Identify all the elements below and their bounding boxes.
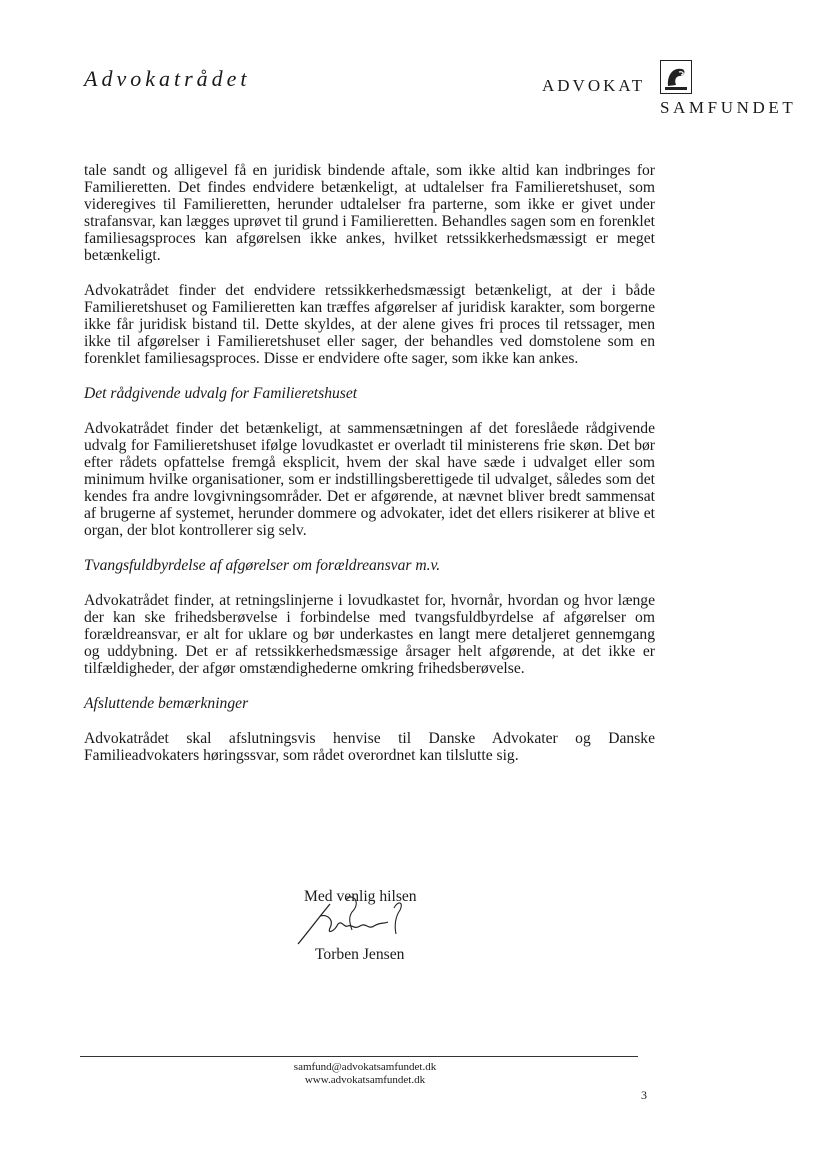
advokatsamfundet-logo <box>542 60 812 120</box>
handwritten-signature <box>290 894 430 952</box>
section-heading-concluding-remarks: Afsluttende bemærkninger <box>84 695 249 712</box>
footer-divider <box>80 1056 638 1057</box>
header-title: Advokatrådet <box>84 66 251 91</box>
footer-website-link[interactable]: www.advokatsamfundet.dk <box>304 1074 426 1086</box>
section-heading-enforcement: Tvangsfuldbyrdelse af afgørelser om forældreansvar m.v. <box>84 557 441 574</box>
section-text-enforcement: Advokatrådet finder, at retningslinjerne i lovudkastet for, hvornår, hvordan og hvor længe der kan ske frihedsberøvelse i forbindelse med tvangsfuldbyrdelse af afgørelser om forældreansvar, er alt for uklare og bør underkastes en langt mere detaljeret gennemgang og uddybning. Det er af retssikkerhedsmæssige årsager helt afgørende, at det ikke er tilfældigheder, der afgør omstændighederne omkring frihedsberøvelse. <box>84 592 655 677</box>
body-paragraph-2: Advokatrådet finder det endvidere retssikkerhedsmæssigt betænkeligt, at der i både Familieretshuset og Familieretten kan træffes afgørelser af juridisk karakter, som borgerne ikke får juridisk bistand til. Dette skyldes, at der alene gives fri proces til retssager, men ikke til afgørelser i Familieretshuset eller sager, der behandles ved domstolene som en forenklet familiesagsproces. Disse er endvidere ofte sager, som ikke kan ankes. <box>84 282 655 367</box>
section-text-advisory-committee: Advokatrådet finder det betænkeligt, at sammensætningen af det foreslåede rådgivende udvalg for Familieretshuset ifølge lovudkastet er overladt til ministerens frie skøn. Det bør efter rådets opfattelse fremgå eksplicit, hvem der skal have sæde i udvalget eller som minimum hvilke organisationer, som er indstillingsberettigede til udvalget, således som det kendes fra andre lovgivningsområder. Det er afgørende, at nævnet bliver bredt sammensat af brugerne af systemet, herunder dommere og advokater, idet det ellers risikerer at blive et organ, der blot kontrollerer sig selv. <box>84 420 655 539</box>
body-paragraph-1: tale sandt og alligevel få en juridisk bindende aftale, som ikke altid kan indbringes for Familieretten. Det findes endvidere betænkeligt, at udtalelser fra Familieretshuset, som videregives til Familieretten, herunder udtalelser fra parterne, som ikke er givet under strafansvar, kan lægges uprøvet til grund i Familieretten. Behandles sagen som en forenklet familiesagsproces kan afgørelsen ikke ankes, hvilket retssikkerhedsmæssigt er meget betænkeligt. <box>84 162 655 264</box>
footer-contact <box>200 1061 530 1087</box>
logo-text-top: ADVOKAT <box>542 76 646 95</box>
logo-emblem-icon <box>660 60 692 94</box>
letter-body <box>84 162 655 782</box>
signer-name: Torben Jensen <box>315 946 405 963</box>
closing-greeting: Med venlig hilsen <box>304 888 417 905</box>
section-text-concluding-remarks: Advokatrådet skal afslutningsvis henvise til Danske Advokater og Danske Familieadvokaters høringssvar, som rådet overordnet kan tilslutte sig. <box>84 730 655 764</box>
section-heading-advisory-committee: Det rådgivende udvalg for Familieretshuset <box>84 385 358 402</box>
logo-text-bottom: SAMFUNDET <box>660 98 797 117</box>
page-number: 3 <box>641 1088 647 1102</box>
footer-email-link[interactable]: samfund@advokatsamfundet.dk <box>293 1061 437 1073</box>
